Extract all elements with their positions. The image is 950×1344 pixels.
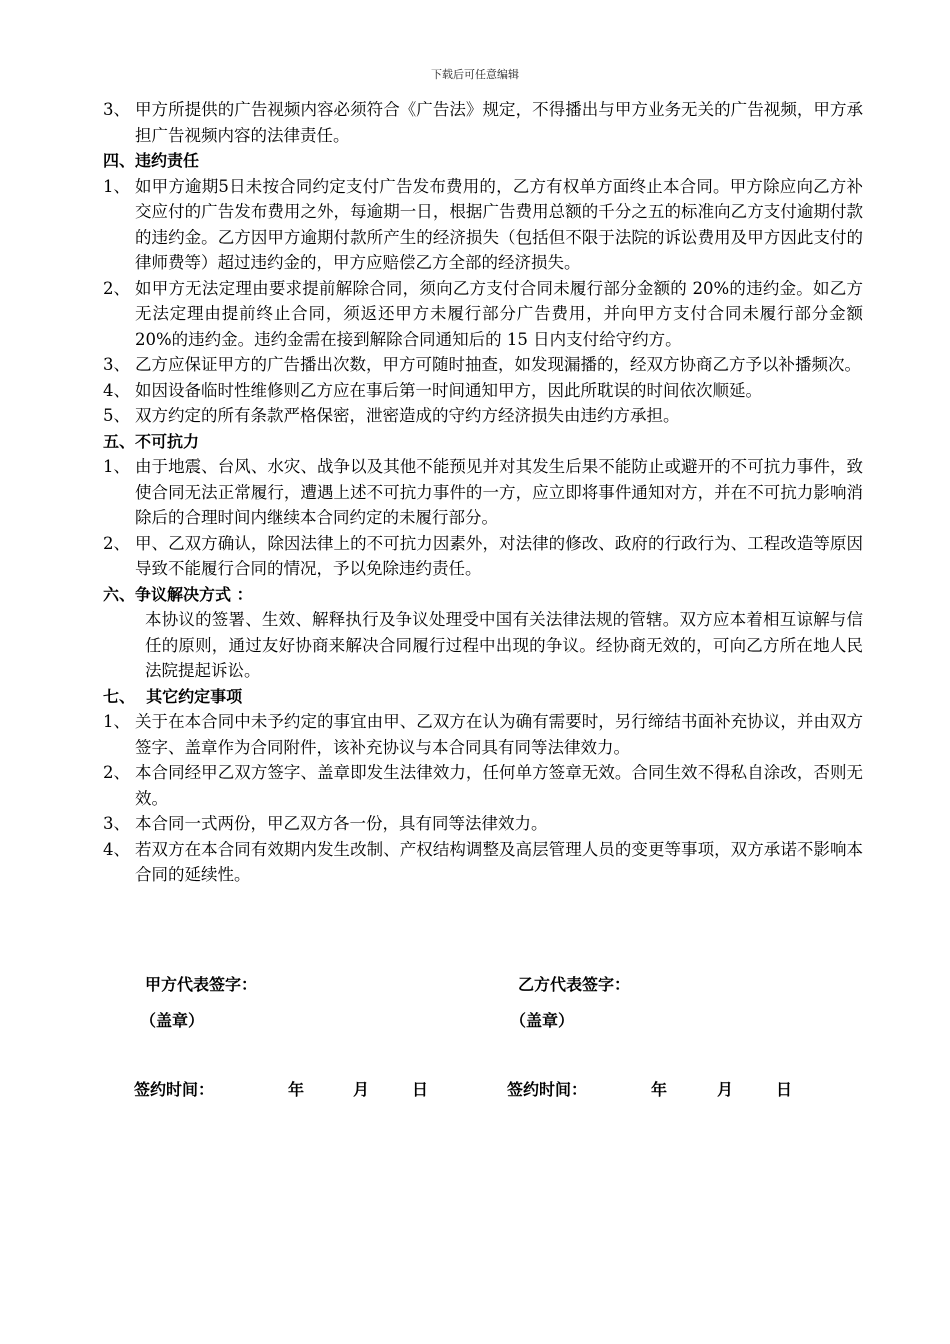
section-heading-other: 七、 其它约定事项 — [103, 686, 243, 706]
item-number: 3、 — [103, 100, 130, 119]
item-number: 1、 — [103, 457, 130, 476]
party-b-date-label: 签约时间： — [507, 1080, 588, 1099]
party-b-day: 日 — [776, 1080, 793, 1099]
list-item — [103, 454, 863, 531]
dispute-paragraph: 本协议的签署、生效、解释执行及争议处理受中国有关法律法规的管辖。双方应本着相互谅解与信任的原则，通过友好协商来解决合同履行过程中出现的争议。经协商无效的，可向乙方所在地人民法院提起诉讼。 — [145, 610, 863, 680]
item-text: 甲、乙双方确认，除因法律上的不可抗力因素外，对法律的修改、政府的行政行为、工程改造等原因导致不能履行合同的情况，予以免除违约责任。 — [135, 533, 863, 578]
list-item — [103, 811, 863, 837]
item-number: 2、 — [103, 533, 130, 553]
party-a-signature-label: 甲方代表签字： — [145, 975, 258, 994]
party-a-year: 年 — [288, 1080, 305, 1099]
list-item — [103, 531, 863, 582]
item-text: 乙方应保证甲方的广告播出次数，甲方可随时抽查，如发现漏播的，经双方协商乙方予以补播频次。 — [135, 355, 861, 374]
party-b-seal: （盖章） — [510, 1011, 575, 1030]
contract-body — [103, 97, 863, 888]
party-b-signature-label: 乙方代表签字： — [518, 975, 631, 994]
item-number: 1、 — [103, 712, 130, 731]
list-item — [103, 352, 863, 378]
item-number: 2、 — [103, 278, 130, 298]
item-number: 5、 — [103, 406, 130, 425]
party-a-date-label: 签约时间： — [134, 1080, 215, 1099]
party-a-seal: （盖章） — [140, 1011, 205, 1030]
item-number: 3、 — [103, 355, 130, 374]
item-text: 由于地震、台风、水灾、战争以及其他不能预见并对其发生后果不能防止或避开的不可抗力事件，致使合同无法正常履行，遭遇上述不可抗力事件的一方，应立即将事件通知对方，并在不可抗力影响消除后的合理时间内继续本合同约定的未履行部分。 — [135, 457, 863, 527]
party-b-year: 年 — [651, 1080, 668, 1099]
list-item — [103, 760, 863, 811]
item-text: 如甲方逾期5日未按合同约定支付广告发布费用的，乙方有权单方面终止本合同。甲方除应向乙方补交应付的广告发布费用之外，每逾期一日，根据广告费用总额的千分之五的标准向乙方支付逾期付款的违约金。乙方因甲方逾期付款所产生的经济损失（包括但不限于法院的诉讼费用及甲方因此支付的律师费等）超过违约金的，甲方应赔偿乙方全部的经济损失。 — [135, 176, 863, 272]
item-number: 1、 — [103, 176, 130, 196]
item-text: 如甲方无法定理由要求提前解除合同，须向乙方支付合同未履行部分金额的 20%的违约金。如乙方无法定理由提前终止合同，须返还甲方未履行部分广告费用，并向甲方支付合同未履行部分金额 20%的违约金。违约金需在接到解除合同通知后的 15 日内支付给守约方。 — [135, 278, 863, 349]
item-number: 3、 — [103, 814, 130, 833]
item-text: 本合同一式两份，甲乙双方各一份，具有同等法律效力。 — [135, 814, 548, 833]
list-item — [103, 276, 863, 353]
section-heading-dispute: 六、争议解决方式 ： — [103, 584, 253, 604]
item-number: 4、 — [103, 380, 130, 400]
page-header: 下载后可任意编辑 — [431, 68, 519, 81]
list-item — [103, 403, 863, 429]
list-item — [103, 709, 863, 760]
item-text: 关于在本合同中未予约定的事宜由甲、乙双方在认为确有需要时，另行缔结书面补充协议，并由双方签字、盖章作为合同附件，该补充协议与本合同具有同等法律效力。 — [135, 712, 863, 757]
item-text: 如因设备临时性维修则乙方应在事后第一时间通知甲方，因此所耽误的时间依次顺延。 — [135, 380, 762, 400]
section-heading-breach: 四、违约责任 — [103, 151, 200, 170]
list-item — [103, 378, 863, 404]
item-number: 4、 — [103, 839, 130, 859]
item-number: 2、 — [103, 763, 130, 782]
list-item — [103, 174, 863, 276]
party-b-month: 月 — [717, 1080, 734, 1099]
party-a-day: 日 — [412, 1080, 429, 1099]
party-a-month: 月 — [353, 1080, 370, 1099]
list-item — [103, 837, 863, 888]
item-text: 甲方所提供的广告视频内容必须符合《广告法》规定，不得播出与甲方业务无关的广告视频，甲方承担广告视频内容的法律责任。 — [135, 100, 863, 145]
item-text: 若双方在本合同有效期内发生改制、产权结构调整及高层管理人员的变更等事项，双方承诺不影响本合同的延续性。 — [135, 839, 863, 884]
list-item — [103, 97, 863, 148]
section-heading-force-majeure: 五、不可抗力 — [103, 431, 200, 451]
item-text: 双方约定的所有条款严格保密，泄密造成的守约方经济损失由违约方承担。 — [135, 406, 680, 425]
item-text: 本合同经甲乙双方签字、盖章即发生法律效力，任何单方签章无效。合同生效不得私自涂改，否则无效。 — [135, 763, 863, 808]
